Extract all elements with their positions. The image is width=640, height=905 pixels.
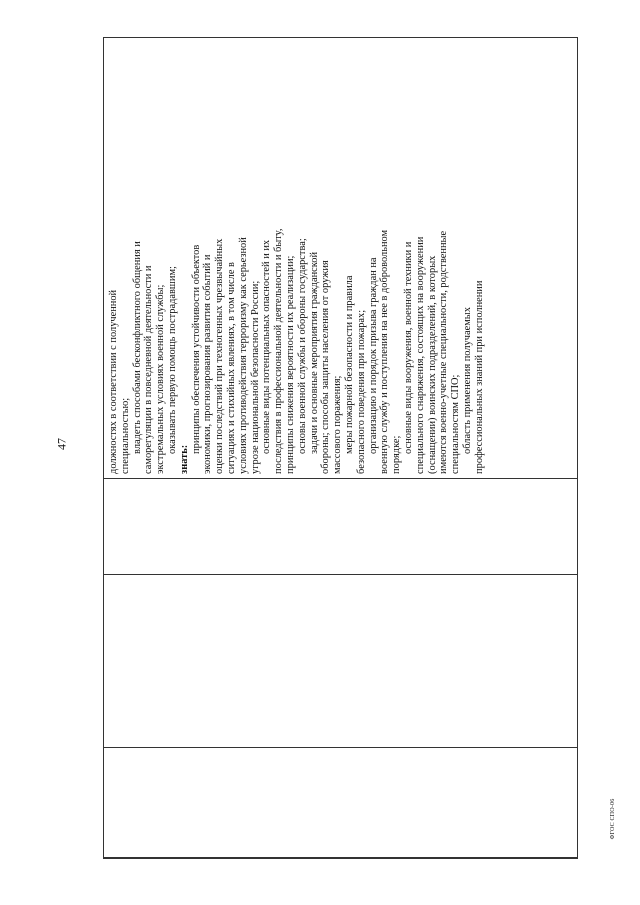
content-line: условиях противодействия терроризму как серьезной — [237, 237, 249, 474]
table-column-index — [104, 38, 577, 104]
page-number: 47 — [54, 438, 69, 450]
content-line: должностях в соответствии с полученной — [108, 289, 119, 474]
content-line: знать: — [178, 444, 190, 474]
table-column-competencies — [104, 748, 577, 858]
curriculum-table — [103, 37, 578, 859]
content-line: профессиональных знаний при исполнении — [473, 280, 485, 474]
content-line: военную службу и поступления на нее в добровольном — [379, 229, 391, 474]
content-line: экстремальных условиях военной службы; — [155, 284, 167, 474]
content-line: задачи и основные мероприятия гражданской — [308, 251, 320, 454]
content-line: оказывать первую помощь пострадавшим; — [166, 266, 178, 454]
content-line: меры пожарной безопасности и правила — [343, 275, 355, 454]
content-line: порядке; — [391, 435, 403, 474]
content-line: организацию и порядок призыва граждан на — [367, 257, 379, 454]
content-line: основы военной службы и обороны государства; — [296, 238, 308, 454]
table-column-hours-total — [104, 479, 577, 575]
content-line: угрозе национальной безопасности России; — [249, 280, 261, 474]
footer-code: ФГОС СПО-06 — [610, 798, 616, 840]
content-line: принципы снижения вероятности их реализации; — [284, 255, 296, 474]
table-column-hours-class — [104, 575, 577, 749]
content-line: обороны; способы защиты населения от оружия — [320, 260, 332, 474]
content-line: принципы обеспечения устойчивости объектов — [190, 244, 202, 454]
content-line: имеются военно-учетные специальности, родственные — [438, 230, 450, 474]
content-line: оценки последствий при техногенных чрезвычайных — [214, 238, 226, 474]
content-line: владеть способами бесконфликтного общения и — [131, 241, 143, 454]
content-line: основные виды вооружения, военной техники и — [402, 241, 414, 454]
content-line: экономики, прогнозирования развития событий и — [202, 254, 214, 474]
table-column-content — [104, 104, 577, 479]
content-line: область применения получаемых — [461, 307, 473, 454]
content-line: (оснащении) воинских подразделений, в которых — [426, 255, 438, 474]
content-line: специального снаряжения, состоящих на вооружении — [414, 236, 426, 474]
content-line: саморегуляции в повседневной деятельности и — [143, 265, 155, 474]
content-line: безопасного поведения при пожарах; — [355, 309, 367, 474]
content-line: специальностью; — [119, 397, 131, 474]
content-line: последствия в профессиональной деятельности и быту, — [273, 228, 285, 474]
content-line: основные виды потенциальных опасностей и их — [261, 239, 273, 454]
content-line: специальностям СПО; — [450, 374, 462, 474]
content-line: массового поражения; — [332, 375, 344, 474]
content-line: ситуациях и стихийных явлениях, в том числе в — [225, 262, 237, 474]
